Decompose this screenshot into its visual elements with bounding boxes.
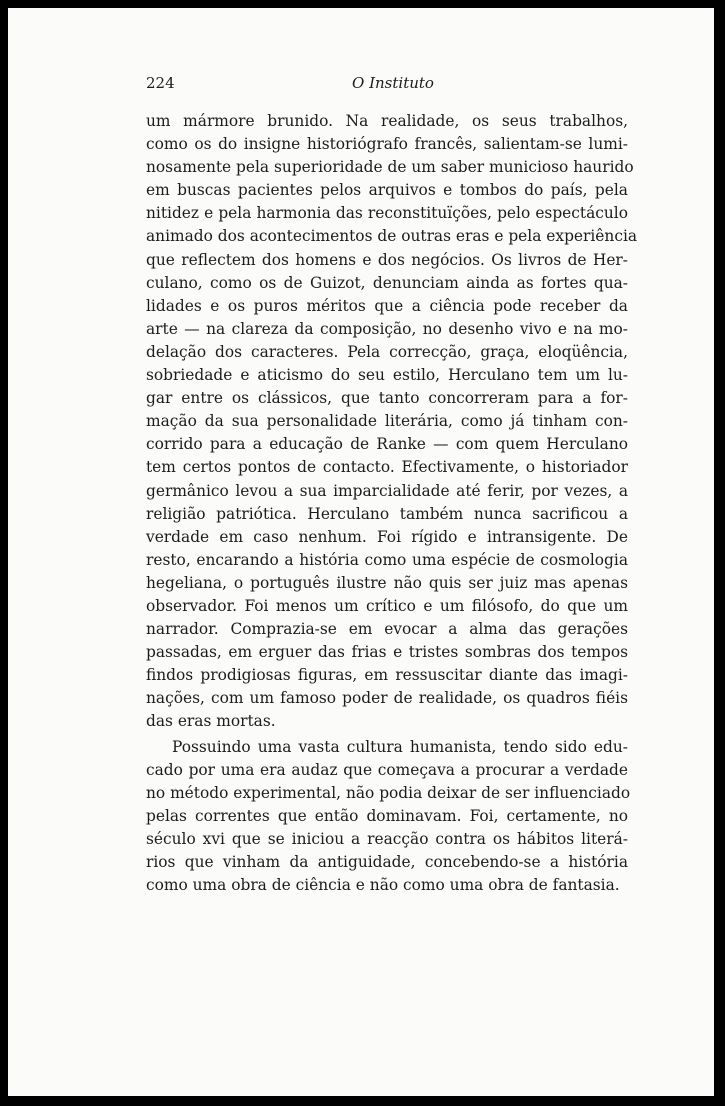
text-line: verdade em caso nenhum. Foi rígido e intransigente. De bbox=[146, 527, 628, 546]
text-line: animado dos acontecimentos de outras eras e pela experiência bbox=[146, 227, 638, 246]
text-line: hegeliana, o português ilustre não quis ser juiz mas apenas bbox=[146, 573, 628, 592]
text-line: passadas, em erguer das frias e tristes sombras dos tempos bbox=[146, 643, 628, 662]
text-line: mação da sua personalidade literária, como já tinham con- bbox=[146, 412, 628, 431]
text-line: como uma obra de ciência e não como uma obra de fantasia. bbox=[146, 876, 620, 895]
text-line: nitidez e pela harmonia das reconstituïções, pelo espectáculo bbox=[146, 204, 628, 223]
text-line: delação dos caracteres. Pela correcção, graça, eloqüência, bbox=[146, 342, 628, 361]
text-line: nosamente pela superioridade de um saber municioso haurido bbox=[146, 158, 634, 177]
text-line: observador. Foi menos um crítico e um filósofo, do que um bbox=[146, 596, 628, 615]
paragraph bbox=[146, 110, 638, 734]
body-text bbox=[146, 110, 638, 897]
text-line: nações, com um famoso poder de realidade, os quadros fiéis bbox=[146, 689, 628, 708]
paragraph bbox=[146, 736, 631, 898]
text-line: século xvi que se iniciou a reacção contra os hábitos literá- bbox=[146, 829, 628, 848]
text-line: um mármore brunido. Na realidade, os seus trabalhos, bbox=[146, 112, 628, 130]
text-line: cado por uma era audaz que começava a procurar a verdade bbox=[146, 760, 628, 779]
text-line: religião patriótica. Herculano também nunca sacrificou a bbox=[146, 504, 628, 523]
running-head bbox=[146, 74, 626, 98]
text-line: rios que vinham da antiguidade, concebendo-se a história bbox=[146, 853, 628, 871]
text-line: das eras mortas. bbox=[146, 712, 276, 731]
text-line: em buscas pacientes pelos arquivos e tombos do país, pela bbox=[146, 181, 628, 200]
text-line: corrido para a educação de Ranke — com quem Herculano bbox=[146, 435, 628, 454]
text-line: no método experimental, não podia deixar de ser influenciado bbox=[146, 783, 631, 802]
text-line: sobriedade e aticismo do seu estilo, Herculano tem um lu- bbox=[146, 366, 628, 385]
text-line: germânico levou a sua imparcialidade até ferir, por vezes, a bbox=[146, 481, 628, 500]
text-line: resto, encarando a história como uma espécie de cosmologia bbox=[146, 550, 628, 569]
text-line: que reflectem dos homens e dos negócios. Os livros de Her- bbox=[146, 250, 628, 269]
text-line: pelas correntes que então dominavam. Foi, certamente, no bbox=[146, 806, 628, 825]
text-line: tem certos pontos de contacto. Efectivamente, o historiador bbox=[146, 458, 628, 477]
text-line: narrador. Comprazia-se em evocar a alma das gerações bbox=[146, 620, 628, 639]
text-line: como os do insigne historiógrafo francês, salientam-se lumi- bbox=[146, 135, 628, 154]
page-number: 224 bbox=[146, 74, 175, 92]
text-line: gar entre os clássicos, que tanto concorreram para a for- bbox=[146, 389, 628, 408]
running-title: O Instituto bbox=[352, 74, 434, 92]
text-line: arte — na clareza da composição, no desenho vivo e na mo- bbox=[146, 319, 628, 338]
text-line: Possuindo uma vasta cultura humanista, tendo sido edu- bbox=[172, 737, 628, 756]
text-line: findos prodigiosas figuras, em ressuscitar diante das imagi- bbox=[146, 666, 628, 685]
text-line: culano, como os de Guizot, denunciam ainda as fortes qua- bbox=[146, 273, 628, 292]
book-page bbox=[8, 8, 714, 1096]
text-line: lidades e os puros méritos que a ciência pode receber da bbox=[146, 296, 628, 315]
